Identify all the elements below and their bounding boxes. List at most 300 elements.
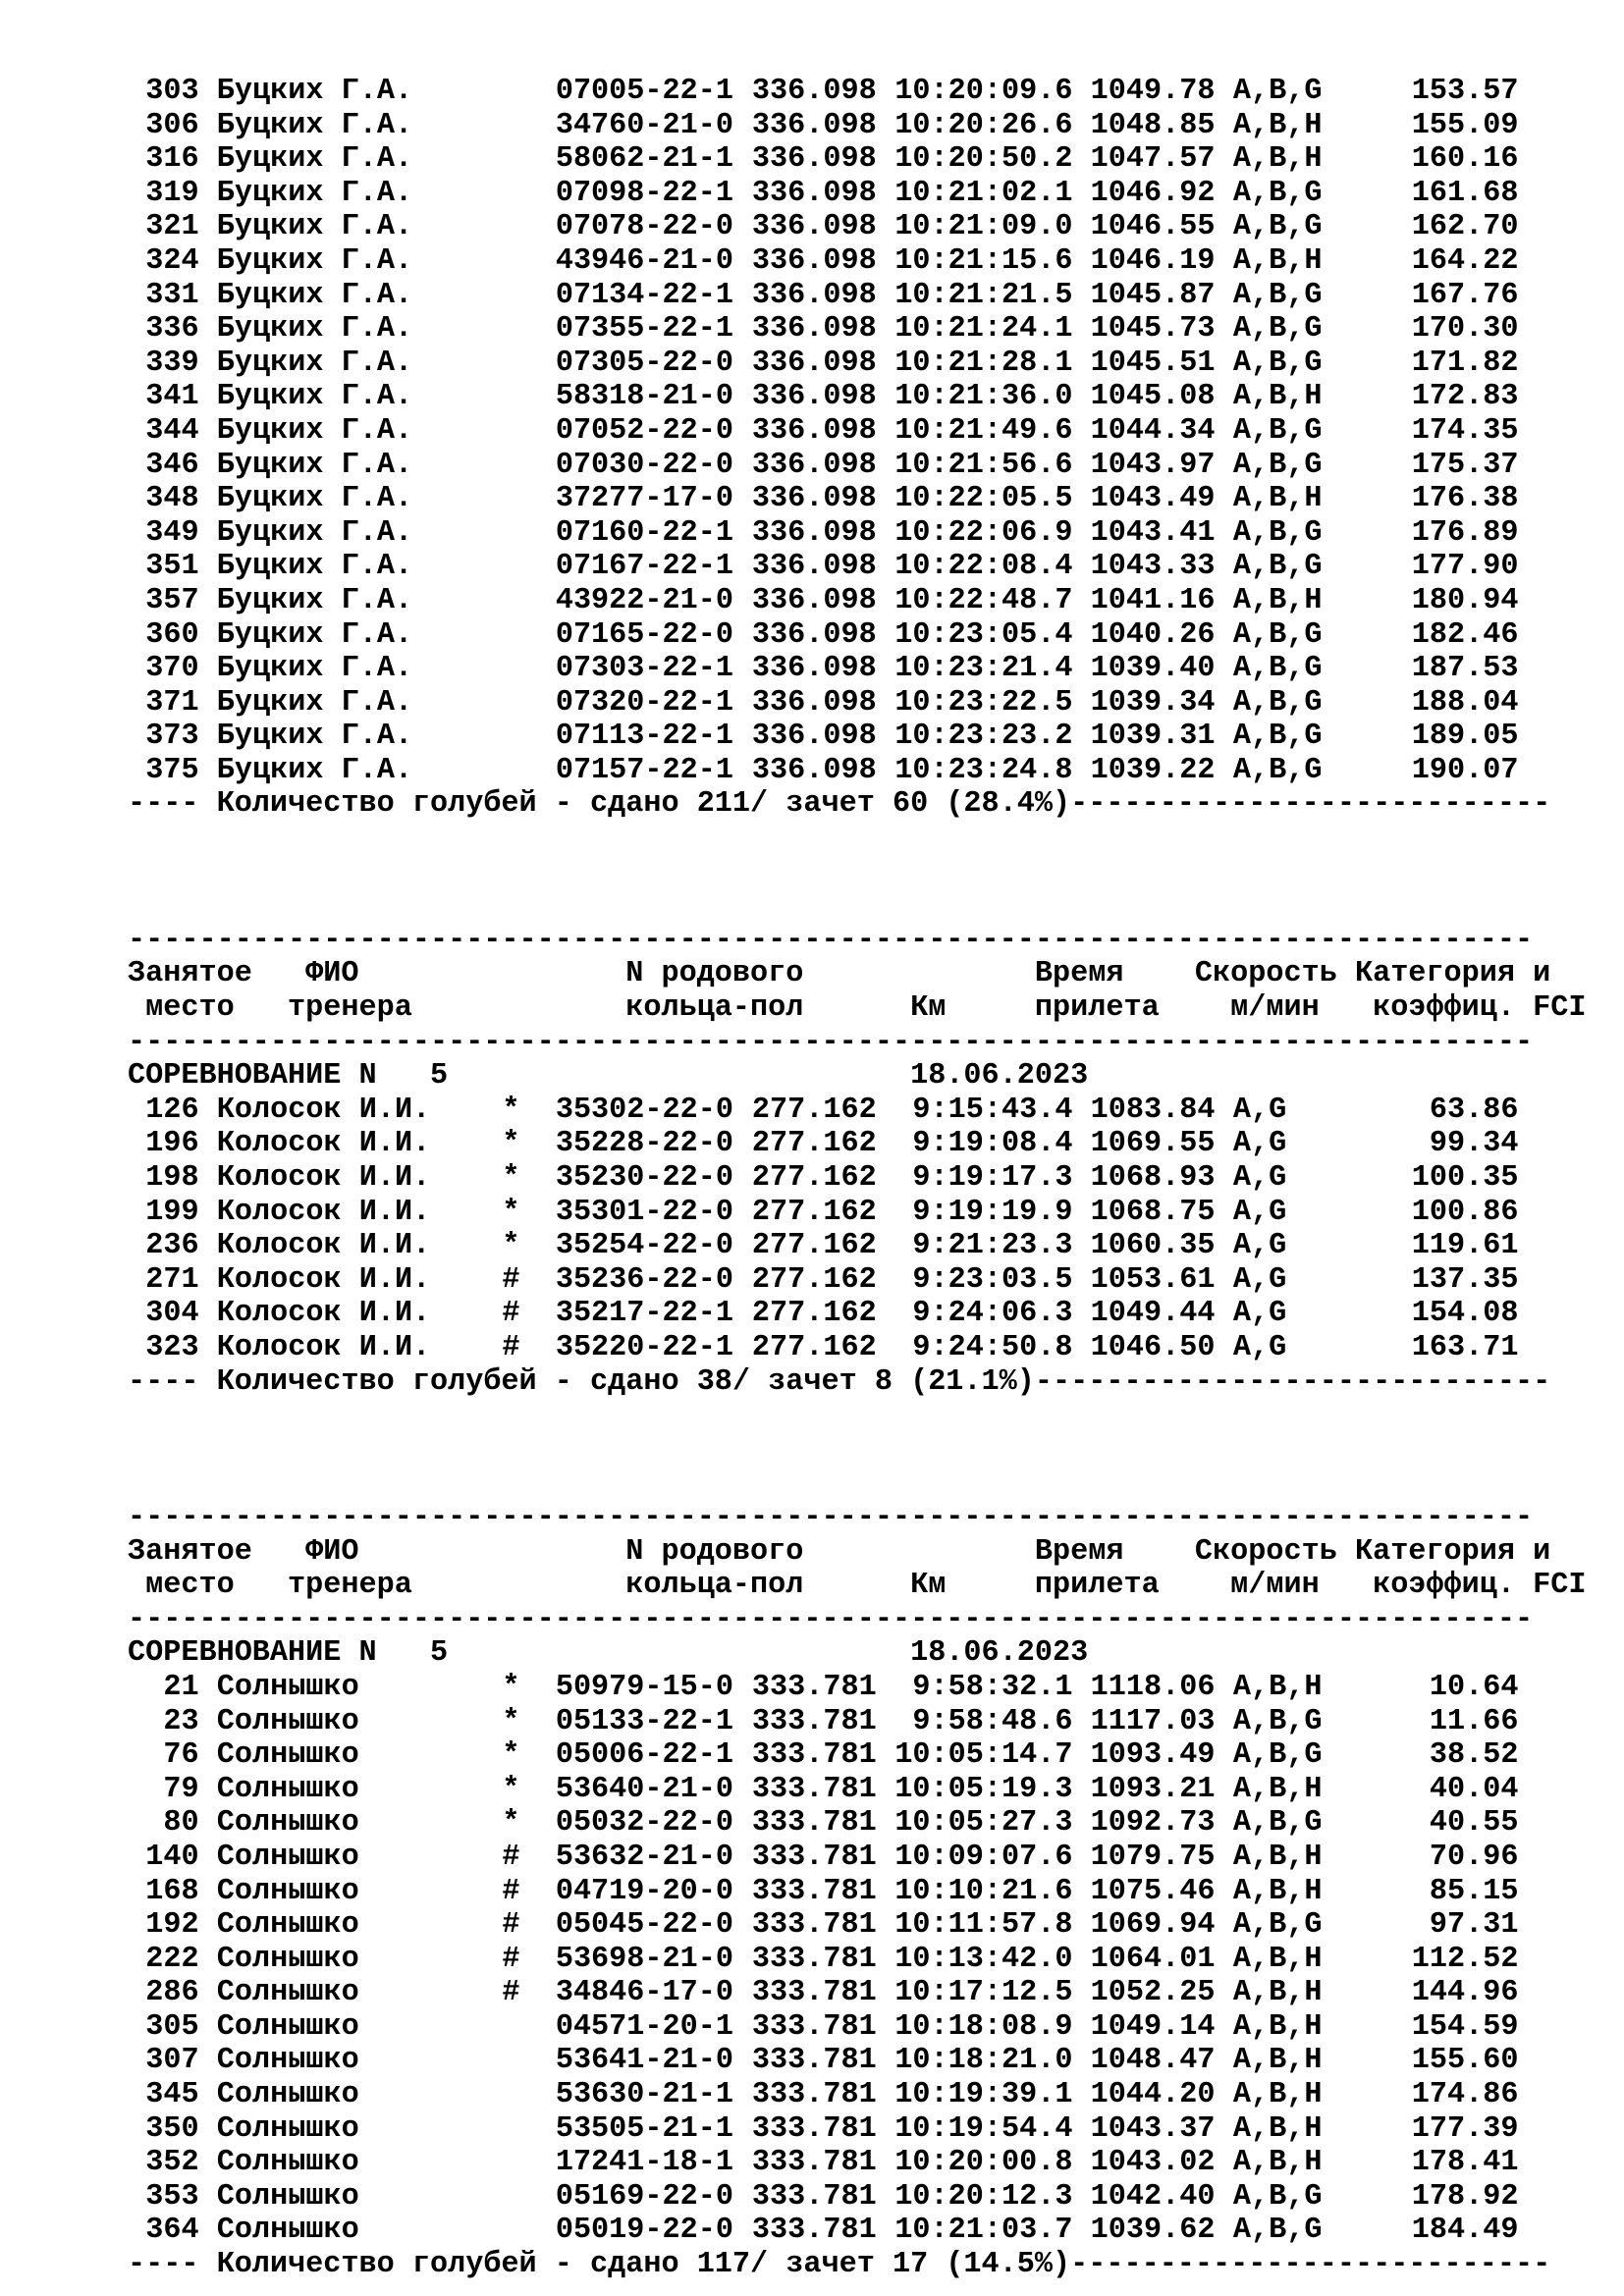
cell-speed: 1069.94 (1090, 1908, 1216, 1943)
cell-cat: A,B,G (1232, 1806, 1323, 1841)
cell-cat: A,G (1232, 1297, 1287, 1331)
result-row (128, 1196, 1600, 1230)
cell-place: 192 (145, 1908, 199, 1943)
cell-km: 333.781 (751, 1908, 877, 1943)
cell-place: 323 (145, 1330, 199, 1364)
cell-name: Солнышко (216, 1704, 359, 1738)
cell-fci: 100.35 (1411, 1161, 1519, 1196)
cell-place: 307 (145, 2044, 199, 2078)
cell-fci: 175.37 (1411, 448, 1519, 482)
cell-cat: A,B,H (1232, 1942, 1323, 1976)
cell-name: Солнышко (216, 2214, 359, 2248)
cell-fci: 70.96 (1429, 1840, 1519, 1874)
cell-mark: * (502, 1229, 520, 1263)
cell-place: 345 (145, 2078, 199, 2112)
cell-fci: 174.35 (1411, 413, 1519, 448)
cell-speed: 1042.40 (1090, 2179, 1216, 2214)
cell-speed: 1068.75 (1090, 1195, 1216, 1229)
cell-name: Буцких Г.А. (216, 176, 413, 210)
cell-ring: 53640-21-0 (555, 1772, 733, 1806)
cell-km: 277.162 (751, 1127, 877, 1161)
cell-km: 277.162 (751, 1297, 877, 1331)
cell-speed: 1047.57 (1090, 142, 1216, 177)
result-row (128, 210, 1600, 244)
cell-fci: 174.86 (1411, 2078, 1519, 2112)
cell-km: 277.162 (751, 1330, 877, 1364)
result-row (128, 244, 1600, 279)
cell-name: Колосок И.И. (216, 1229, 431, 1263)
cell-ring: 34760-21-0 (555, 108, 733, 142)
cell-fci: 154.59 (1411, 2009, 1519, 2044)
cell-fci: 160.16 (1411, 142, 1519, 177)
cell-fci: 190.07 (1411, 753, 1519, 787)
cell-cat: A,B,G (1232, 685, 1323, 720)
result-row (128, 1331, 1600, 1365)
cell-km: 333.781 (751, 1976, 877, 2010)
cell-ring: 35217-22-1 (555, 1297, 733, 1331)
cell-fci: 162.70 (1411, 210, 1519, 244)
cell-km: 333.781 (751, 2078, 877, 2112)
cell-ring: 34846-17-0 (555, 1976, 733, 2010)
cell-mark: * (502, 1738, 520, 1773)
cell-speed: 1045.73 (1090, 312, 1216, 347)
cell-km: 336.098 (751, 380, 877, 414)
cell-place: 222 (145, 1942, 199, 1976)
cell-ring: 07160-22-1 (555, 515, 733, 550)
cell-ring: 35220-22-1 (555, 1330, 733, 1364)
result-row (128, 414, 1600, 449)
cell-fci: 144.96 (1411, 1976, 1519, 2010)
cell-place: 348 (145, 482, 199, 516)
cell-km: 333.781 (751, 2009, 877, 2044)
cell-ring: 43946-21-0 (555, 243, 733, 278)
cell-ring: 53698-21-0 (555, 1942, 733, 1976)
cell-mark: * (502, 1806, 520, 1841)
cell-fci: 167.76 (1411, 278, 1519, 312)
cell-ring: 07098-22-1 (555, 176, 733, 210)
result-row (128, 1943, 1600, 1977)
cell-km: 333.781 (751, 1806, 877, 1841)
result-row (128, 584, 1600, 618)
cell-km: 277.162 (751, 1229, 877, 1263)
cell-time: 10:21:15.6 (894, 243, 1073, 278)
cell-speed: 1083.84 (1090, 1093, 1216, 1127)
cell-name: Буцких Г.А. (216, 243, 413, 278)
cell-km: 336.098 (751, 346, 877, 380)
cell-name: Буцких Г.А. (216, 515, 413, 550)
cell-ring: 35230-22-0 (555, 1161, 733, 1196)
result-row (128, 516, 1600, 551)
cell-name: Буцких Г.А. (216, 753, 413, 787)
cell-km: 336.098 (751, 75, 877, 108)
cell-name: Буцких Г.А. (216, 448, 413, 482)
cell-name: Колосок И.И. (216, 1330, 431, 1364)
cell-speed: 1046.92 (1090, 176, 1216, 210)
cell-mark: * (502, 1127, 520, 1161)
result-row (128, 1229, 1600, 1263)
cell-time: 10:20:50.2 (894, 142, 1073, 177)
cell-fci: 170.30 (1411, 312, 1519, 347)
cell-name: Солнышко (216, 1738, 359, 1773)
cell-speed: 1118.06 (1090, 1670, 1216, 1704)
cell-time: 10:20:00.8 (894, 2146, 1073, 2180)
cell-place: 352 (145, 2146, 199, 2180)
cell-place: 80 (163, 1806, 199, 1841)
header-rule-bottom: ------------------------------------------------------------------------------- (128, 1025, 1534, 1059)
cell-speed: 1068.93 (1090, 1161, 1216, 1196)
cell-name: Солнышко (216, 1772, 359, 1806)
cell-ring: 37277-17-0 (555, 482, 733, 516)
cell-mark: * (502, 1195, 520, 1229)
cell-ring: 05169-22-0 (555, 2179, 733, 2214)
cell-name: Солнышко (216, 2078, 359, 2112)
cell-cat: A,B,H (1232, 482, 1323, 516)
cell-km: 333.781 (751, 1704, 877, 1738)
cell-place: 76 (163, 1738, 199, 1773)
cell-time: 10:13:42.0 (894, 1942, 1073, 1976)
cell-place: 373 (145, 720, 199, 754)
cell-km: 277.162 (751, 1161, 877, 1196)
cell-ring: 05032-22-0 (555, 1806, 733, 1841)
cell-place: 316 (145, 142, 199, 177)
cell-cat: A,B,G (1232, 1738, 1323, 1773)
cell-speed: 1069.55 (1090, 1127, 1216, 1161)
result-row (128, 2078, 1600, 2112)
cell-km: 336.098 (751, 550, 877, 584)
cell-time: 9:58:32.1 (912, 1670, 1073, 1704)
cell-place: 350 (145, 2111, 199, 2146)
summary-line: ---- Количество голубей - сдано 38/ зачет 8 (21.1%)----------------------------- (128, 1364, 1551, 1399)
cell-ring: 05006-22-1 (555, 1738, 733, 1773)
cell-speed: 1049.44 (1090, 1297, 1216, 1331)
result-row (128, 2146, 1600, 2180)
cell-ring: 07355-22-1 (555, 312, 733, 347)
cell-name: Колосок И.И. (216, 1161, 431, 1196)
cell-place: 168 (145, 1874, 199, 1908)
cell-fci: 10.64 (1429, 1670, 1519, 1704)
cell-speed: 1045.51 (1090, 346, 1216, 380)
cell-cat: A,B,G (1232, 312, 1323, 347)
cell-ring: 07320-22-1 (555, 685, 733, 720)
cell-fci: 97.31 (1429, 1908, 1519, 1943)
cell-place: 324 (145, 243, 199, 278)
cell-time: 10:21:24.1 (894, 312, 1073, 347)
cell-km: 336.098 (751, 312, 877, 347)
cell-km: 277.162 (751, 1093, 877, 1127)
cell-mark: * (502, 1704, 520, 1738)
cell-km: 336.098 (751, 108, 877, 142)
cell-ring: 07005-22-1 (555, 75, 733, 108)
cell-cat: A,B,H (1232, 380, 1323, 414)
result-row (128, 177, 1600, 211)
cell-time: 10:18:21.0 (894, 2044, 1073, 2078)
cell-cat: A,B,G (1232, 550, 1323, 584)
cell-km: 336.098 (751, 617, 877, 652)
result-row (128, 482, 1600, 516)
result-row (128, 1161, 1600, 1196)
cell-name: Солнышко (216, 1942, 359, 1976)
result-row (128, 1094, 1600, 1128)
cell-fci: 172.83 (1411, 380, 1519, 414)
cell-time: 10:17:12.5 (894, 1976, 1073, 2010)
competition-line: СОРЕВНОВАНИЕ N 5 18.06.2023 (128, 1636, 1089, 1671)
cell-place: 331 (145, 278, 199, 312)
cell-cat: A,B,G (1232, 617, 1323, 652)
cell-cat: A,G (1232, 1330, 1287, 1364)
cell-ring: 07167-22-1 (555, 550, 733, 584)
cell-ring: 07165-22-0 (555, 617, 733, 652)
cell-speed: 1045.87 (1090, 278, 1216, 312)
cell-speed: 1049.78 (1090, 75, 1216, 108)
cell-km: 333.781 (751, 2146, 877, 2180)
result-row (128, 1875, 1600, 1909)
header-line-2: место тренера кольца-пол Км прилета м/мин коэффиц. FCI (128, 1569, 1587, 1603)
result-row (128, 1297, 1600, 1331)
cell-km: 336.098 (751, 278, 877, 312)
cell-cat: A,B,H (1232, 108, 1323, 142)
cell-name: Буцких Г.А. (216, 550, 413, 584)
cell-place: 370 (145, 652, 199, 686)
cell-km: 333.781 (751, 2179, 877, 2214)
cell-time: 10:21:56.6 (894, 448, 1073, 482)
cell-ring: 07134-22-1 (555, 278, 733, 312)
cell-place: 199 (145, 1195, 199, 1229)
cell-mark: * (502, 1093, 520, 1127)
cell-fci: 155.09 (1411, 108, 1519, 142)
cell-speed: 1039.22 (1090, 753, 1216, 787)
cell-mark: # (502, 1297, 520, 1331)
cell-cat: A,B,G (1232, 448, 1323, 482)
cell-speed: 1043.37 (1090, 2111, 1216, 2146)
cell-cat: A,G (1232, 1093, 1287, 1127)
cell-km: 336.098 (751, 413, 877, 448)
cell-cat: A,B,H (1232, 583, 1323, 617)
result-row (128, 449, 1600, 483)
cell-cat: A,B,G (1232, 413, 1323, 448)
cell-place: 319 (145, 176, 199, 210)
cell-ring: 07030-22-0 (555, 448, 733, 482)
result-row (128, 2112, 1600, 2147)
cell-time: 10:21:36.0 (894, 380, 1073, 414)
cell-time: 9:19:08.4 (912, 1127, 1073, 1161)
cell-km: 336.098 (751, 652, 877, 686)
cell-cat: A,B,G (1232, 2179, 1323, 2214)
header-rule-top: ------------------------------------------------------------------------------- (128, 923, 1534, 957)
cell-cat: A,B,H (1232, 2111, 1323, 2146)
cell-name: Буцких Г.А. (216, 312, 413, 347)
cell-km: 336.098 (751, 685, 877, 720)
cell-ring: 07157-22-1 (555, 753, 733, 787)
cell-time: 10:05:14.7 (894, 1738, 1073, 1773)
cell-name: Колосок И.И. (216, 1262, 431, 1297)
cell-cat: A,G (1232, 1262, 1287, 1297)
cell-name: Буцких Г.А. (216, 278, 413, 312)
result-row (128, 347, 1600, 381)
cell-time: 10:22:08.4 (894, 550, 1073, 584)
cell-fci: 155.60 (1411, 2044, 1519, 2078)
cell-name: Колосок И.И. (216, 1297, 431, 1331)
cell-fci: 188.04 (1411, 685, 1519, 720)
result-row (128, 686, 1600, 721)
cell-speed: 1046.55 (1090, 210, 1216, 244)
summary-line: ---- Количество голубей - сдано 117/ зачет 17 (14.5%)--------------------------- (128, 2248, 1551, 2282)
cell-speed: 1048.47 (1090, 2044, 1216, 2078)
result-row (128, 2010, 1600, 2045)
summary-line: ---- Количество голубей - сдано 211/ зачет 60 (28.4%)--------------------------- (128, 787, 1551, 822)
cell-km: 336.098 (751, 243, 877, 278)
cell-mark: # (502, 1942, 520, 1976)
cell-time: 10:23:23.2 (894, 720, 1073, 754)
cell-cat: A,B,G (1232, 1704, 1323, 1738)
cell-name: Буцких Г.А. (216, 413, 413, 448)
cell-fci: 38.52 (1429, 1738, 1519, 1773)
cell-ring: 43922-21-0 (555, 583, 733, 617)
cell-place: 196 (145, 1127, 199, 1161)
cell-cat: A,B,H (1232, 1840, 1323, 1874)
cell-cat: A,B,G (1232, 176, 1323, 210)
cell-cat: A,B,H (1232, 1670, 1323, 1704)
cell-place: 371 (145, 685, 199, 720)
cell-ring: 07052-22-0 (555, 413, 733, 448)
cell-speed: 1049.14 (1090, 2009, 1216, 2044)
cell-name: Буцких Г.А. (216, 652, 413, 686)
cell-speed: 1117.03 (1090, 1704, 1216, 1738)
cell-cat: A,B,H (1232, 1874, 1323, 1908)
cell-speed: 1060.35 (1090, 1229, 1216, 1263)
result-row (128, 142, 1600, 177)
cell-time: 10:23:22.5 (894, 685, 1073, 720)
result-row (128, 720, 1600, 754)
result-row (128, 1705, 1600, 1739)
cell-place: 357 (145, 583, 199, 617)
cell-km: 333.781 (751, 1942, 877, 1976)
cell-name: Буцких Г.А. (216, 75, 413, 108)
cell-name: Солнышко (216, 1670, 359, 1704)
cell-km: 333.781 (751, 1738, 877, 1773)
cell-ring: 58318-21-0 (555, 380, 733, 414)
cell-time: 10:09:07.6 (894, 1840, 1073, 1874)
cell-place: 140 (145, 1840, 199, 1874)
cell-km: 277.162 (751, 1195, 877, 1229)
cell-cat: A,B,G (1232, 75, 1323, 108)
cell-ring: 35254-22-0 (555, 1229, 733, 1263)
cell-ring: 05045-22-0 (555, 1908, 733, 1943)
cell-time: 10:21:28.1 (894, 346, 1073, 380)
cell-time: 10:22:48.7 (894, 583, 1073, 617)
cell-ring: 07305-22-0 (555, 346, 733, 380)
cell-ring: 05133-22-1 (555, 1704, 733, 1738)
cell-fci: 189.05 (1411, 720, 1519, 754)
cell-fci: 163.71 (1411, 1330, 1519, 1364)
cell-fci: 100.86 (1411, 1195, 1519, 1229)
cell-place: 339 (145, 346, 199, 380)
cell-km: 336.098 (751, 720, 877, 754)
result-row (128, 1127, 1600, 1161)
cell-fci: 112.52 (1411, 1942, 1519, 1976)
cell-speed: 1093.49 (1090, 1738, 1216, 1773)
cell-ring: 07303-22-1 (555, 652, 733, 686)
cell-name: Буцких Г.А. (216, 210, 413, 244)
cell-time: 10:21:49.6 (894, 413, 1073, 448)
cell-place: 349 (145, 515, 199, 550)
cell-cat: A,B,G (1232, 652, 1323, 686)
cell-speed: 1039.40 (1090, 652, 1216, 686)
cell-km: 336.098 (751, 753, 877, 787)
cell-name: Буцких Г.А. (216, 108, 413, 142)
cell-cat: A,B,H (1232, 243, 1323, 278)
cell-km: 277.162 (751, 1262, 877, 1297)
cell-ring: 17241-18-1 (555, 2146, 733, 2180)
cell-time: 10:22:05.5 (894, 482, 1073, 516)
cell-fci: 171.82 (1411, 346, 1519, 380)
cell-fci: 177.90 (1411, 550, 1519, 584)
cell-speed: 1044.20 (1090, 2078, 1216, 2112)
cell-time: 9:24:50.8 (912, 1330, 1073, 1364)
cell-fci: 180.94 (1411, 583, 1519, 617)
cell-cat: A,B,H (1232, 142, 1323, 177)
cell-fci: 40.55 (1429, 1806, 1519, 1841)
cell-ring: 04719-20-0 (555, 1874, 733, 1908)
cell-fci: 178.41 (1411, 2146, 1519, 2180)
cell-cat: A,B,G (1232, 210, 1323, 244)
cell-place: 364 (145, 2214, 199, 2248)
result-row (128, 652, 1600, 686)
cell-name: Колосок И.И. (216, 1195, 431, 1229)
cell-fci: 176.38 (1411, 482, 1519, 516)
result-row (128, 1908, 1600, 1943)
cell-name: Солнышко (216, 2044, 359, 2078)
cell-mark: # (502, 1908, 520, 1943)
cell-name: Солнышко (216, 1874, 359, 1908)
cell-ring: 50979-15-0 (555, 1670, 733, 1704)
cell-mark: * (502, 1161, 520, 1196)
result-row (128, 2180, 1600, 2215)
cell-km: 333.781 (751, 1840, 877, 1874)
cell-km: 333.781 (751, 2214, 877, 2248)
cell-place: 286 (145, 1976, 199, 2010)
cell-time: 9:23:03.5 (912, 1262, 1073, 1297)
cell-ring: 53505-21-1 (555, 2111, 733, 2146)
result-row (128, 1263, 1600, 1298)
cell-place: 304 (145, 1297, 199, 1331)
cell-cat: A,B,G (1232, 2214, 1323, 2248)
cell-fci: 164.22 (1411, 243, 1519, 278)
cell-name: Солнышко (216, 2111, 359, 2146)
cell-km: 333.781 (751, 1874, 877, 1908)
cell-name: Солнышко (216, 1840, 359, 1874)
result-row (128, 109, 1600, 143)
cell-cat: A,G (1232, 1195, 1287, 1229)
cell-place: 303 (145, 75, 199, 108)
cell-speed: 1045.08 (1090, 380, 1216, 414)
result-row (128, 75, 1600, 109)
cell-mark: * (502, 1772, 520, 1806)
cell-place: 21 (163, 1670, 199, 1704)
cell-speed: 1044.34 (1090, 413, 1216, 448)
cell-km: 333.781 (751, 1772, 877, 1806)
cell-speed: 1093.21 (1090, 1772, 1216, 1806)
cell-name: Солнышко (216, 1806, 359, 1841)
result-row (128, 1976, 1600, 2010)
cell-name: Буцких Г.А. (216, 583, 413, 617)
cell-speed: 1046.50 (1090, 1330, 1216, 1364)
header-line-1: Занятое ФИО N родового Время Скорость Категория и (128, 1534, 1551, 1569)
cell-speed: 1046.19 (1090, 243, 1216, 278)
cell-speed: 1043.41 (1090, 515, 1216, 550)
cell-fci: 154.08 (1411, 1297, 1519, 1331)
cell-cat: A,G (1232, 1229, 1287, 1263)
cell-cat: A,B,G (1232, 346, 1323, 380)
